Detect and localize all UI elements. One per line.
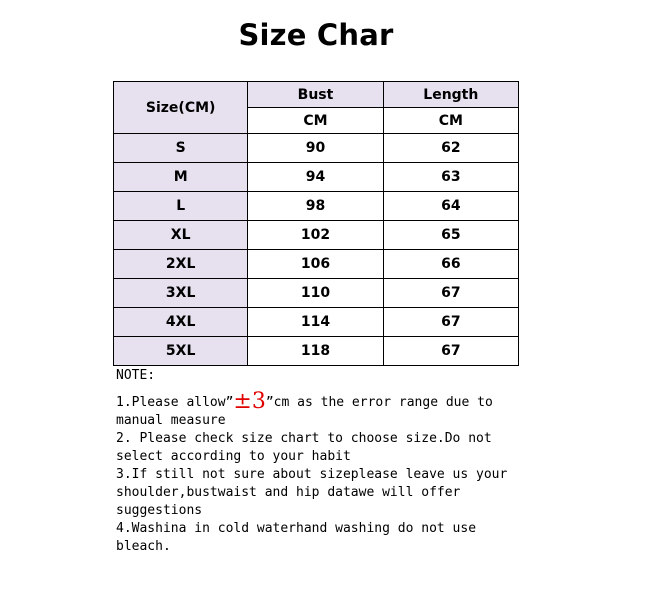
bust-cell: 90: [248, 134, 383, 163]
table-row: [114, 134, 519, 163]
length-cell: 67: [383, 337, 518, 366]
table-row: [114, 337, 519, 366]
size-header: Size(CM): [114, 82, 248, 134]
length-cell: 65: [383, 221, 518, 250]
bust-cell: 110: [248, 279, 383, 308]
table-row: [114, 279, 519, 308]
length-cell: 67: [383, 279, 518, 308]
bust-header: Bust: [248, 82, 383, 108]
length-cell: 64: [383, 192, 518, 221]
note-1-after: ”cm as the error range due to manual measure: [116, 395, 493, 428]
bust-cell: 114: [248, 308, 383, 337]
note-1: [116, 389, 526, 430]
length-cell: 63: [383, 163, 518, 192]
bust-unit: CM: [248, 108, 383, 134]
table-row: [114, 192, 519, 221]
size-cell: XL: [114, 221, 248, 250]
note-2: 2. Please check size chart to choose size.Do not select according to your habit: [116, 431, 492, 464]
notes-section: [116, 367, 526, 556]
length-cell: 67: [383, 308, 518, 337]
size-cell: 4XL: [114, 308, 248, 337]
length-unit: CM: [383, 108, 518, 134]
page-title: Size Char: [238, 18, 394, 52]
note-1-before: 1.Please allow”: [116, 395, 234, 410]
size-cell: M: [114, 163, 248, 192]
tolerance-value: ±3: [233, 389, 266, 414]
table-row: [114, 163, 519, 192]
size-cell: 2XL: [114, 250, 248, 279]
size-cell: 3XL: [114, 279, 248, 308]
note-4: 4.Washina in cold waterhand washing do not use bleach.: [116, 521, 477, 554]
length-cell: 66: [383, 250, 518, 279]
size-cell: L: [114, 192, 248, 221]
note-3: 3.If still not sure about sizeplease leave us your shoulder,bustwaist and hip datawe will offer suggestions: [116, 467, 508, 518]
bust-cell: 94: [248, 163, 383, 192]
length-header: Length: [383, 82, 518, 108]
table-header-row: [114, 82, 519, 108]
bust-cell: 102: [248, 221, 383, 250]
table-row: [114, 250, 519, 279]
table-row: [114, 308, 519, 337]
notes-title: NOTE:: [116, 368, 156, 383]
size-chart-table: [113, 81, 519, 366]
table-row: [114, 221, 519, 250]
length-cell: 62: [383, 134, 518, 163]
bust-cell: 98: [248, 192, 383, 221]
size-cell: S: [114, 134, 248, 163]
size-cell: 5XL: [114, 337, 248, 366]
bust-cell: 106: [248, 250, 383, 279]
bust-cell: 118: [248, 337, 383, 366]
